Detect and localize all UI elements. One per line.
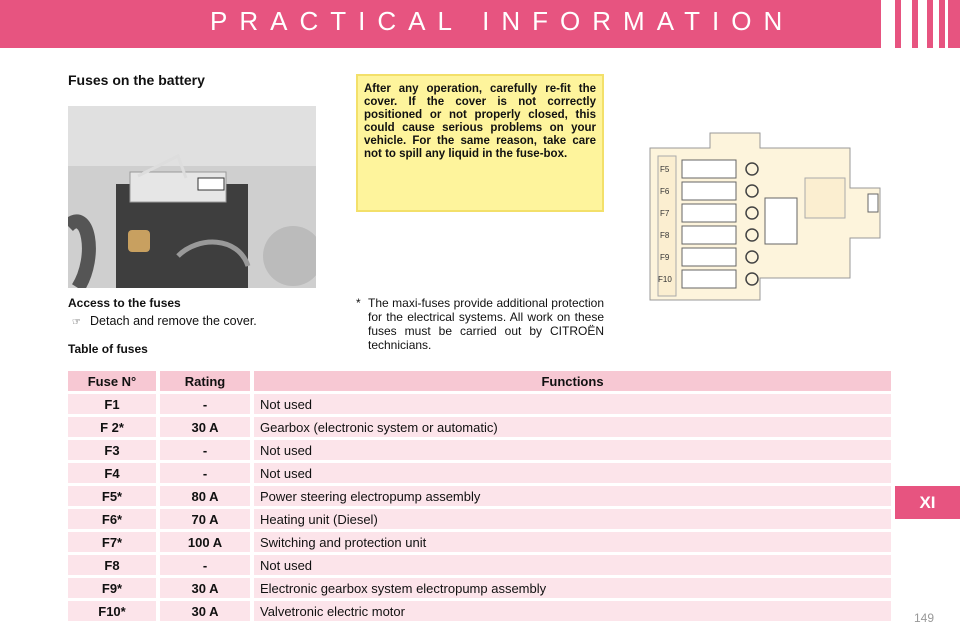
table-row — [68, 394, 891, 414]
page-header — [0, 0, 960, 48]
diagram-label: F6 — [660, 187, 670, 196]
fuse-cell: F4 — [68, 463, 156, 483]
page-number: 149 — [914, 611, 935, 625]
function-cell: Valvetronic electric motor — [254, 601, 891, 621]
diagram-label: F9 — [660, 253, 670, 262]
rating-cell: 30 A — [160, 417, 250, 437]
function-cell: Not used — [254, 555, 891, 575]
diagram-label: F7 — [660, 209, 670, 218]
header-decoration — [881, 0, 948, 48]
pointing-hand-icon: ☞ — [72, 317, 81, 328]
rating-cell: 70 A — [160, 509, 250, 529]
function-cell: Heating unit (Diesel) — [254, 509, 891, 529]
rating-cell: 100 A — [160, 532, 250, 552]
footnote — [356, 296, 604, 352]
rating-cell: - — [160, 463, 250, 483]
fuse-cell: F10* — [68, 601, 156, 621]
table-row — [68, 601, 891, 621]
rating-cell: 30 A — [160, 578, 250, 598]
table-row — [68, 463, 891, 483]
function-cell: Switching and protection unit — [254, 532, 891, 552]
diagram-label: F5 — [660, 165, 670, 174]
table-header-row — [68, 371, 891, 391]
rating-cell: 80 A — [160, 486, 250, 506]
header-rating: Rating — [160, 371, 250, 391]
access-title: Access to the fuses — [68, 296, 181, 310]
table-title: Table of fuses — [68, 342, 148, 356]
access-step — [72, 314, 257, 328]
function-cell: Power steering electropump assembly — [254, 486, 891, 506]
fuse-cell: F3 — [68, 440, 156, 460]
rating-cell: - — [160, 394, 250, 414]
table-row — [68, 555, 891, 575]
header-title: PRACTICAL INFORMATION — [210, 6, 795, 36]
function-cell: Not used — [254, 394, 891, 414]
table-row — [68, 578, 891, 598]
header-fuse: Fuse N° — [68, 371, 156, 391]
function-cell: Gearbox (electronic system or automatic) — [254, 417, 891, 437]
footnote-text: The maxi-fuses provide additional protection for the electrical systems. All work on these fuses must be carried out by CITROËN technicians. — [368, 296, 604, 352]
fuse-cell: F1 — [68, 394, 156, 414]
section-title: Fuses on the battery — [68, 72, 205, 88]
header-functions: Functions — [254, 371, 891, 391]
fuse-cell: F9* — [68, 578, 156, 598]
table-row — [68, 509, 891, 529]
table-row — [68, 417, 891, 437]
fuse-table — [68, 368, 891, 624]
rating-cell: - — [160, 555, 250, 575]
warning-box: After any operation, carefully re-fit the cover. If the cover is not correctly positioned or not properly closed, this could cause serious problems on your vehicle. For the same reason, take care not to spill any liquid in the fuse-box. — [356, 74, 604, 212]
fuse-cell: F5* — [68, 486, 156, 506]
access-step-text: Detach and remove the cover. — [90, 314, 257, 328]
table-row — [68, 532, 891, 552]
fuse-cell: F8 — [68, 555, 156, 575]
table-row — [68, 440, 891, 460]
fuse-box-diagram — [640, 128, 890, 304]
function-cell: Not used — [254, 463, 891, 483]
rating-cell: 30 A — [160, 601, 250, 621]
diagram-label: F8 — [660, 231, 670, 240]
diagram-label: F10 — [658, 275, 672, 284]
fuse-cell: F 2* — [68, 417, 156, 437]
function-cell: Electronic gearbox system electropump assembly — [254, 578, 891, 598]
fuse-cell: F6* — [68, 509, 156, 529]
table-row — [68, 486, 891, 506]
function-cell: Not used — [254, 440, 891, 460]
fuse-cell: F7* — [68, 532, 156, 552]
chapter-tab: XI — [895, 486, 960, 519]
battery-photo — [68, 106, 316, 288]
rating-cell: - — [160, 440, 250, 460]
footnote-marker: * — [356, 296, 361, 310]
